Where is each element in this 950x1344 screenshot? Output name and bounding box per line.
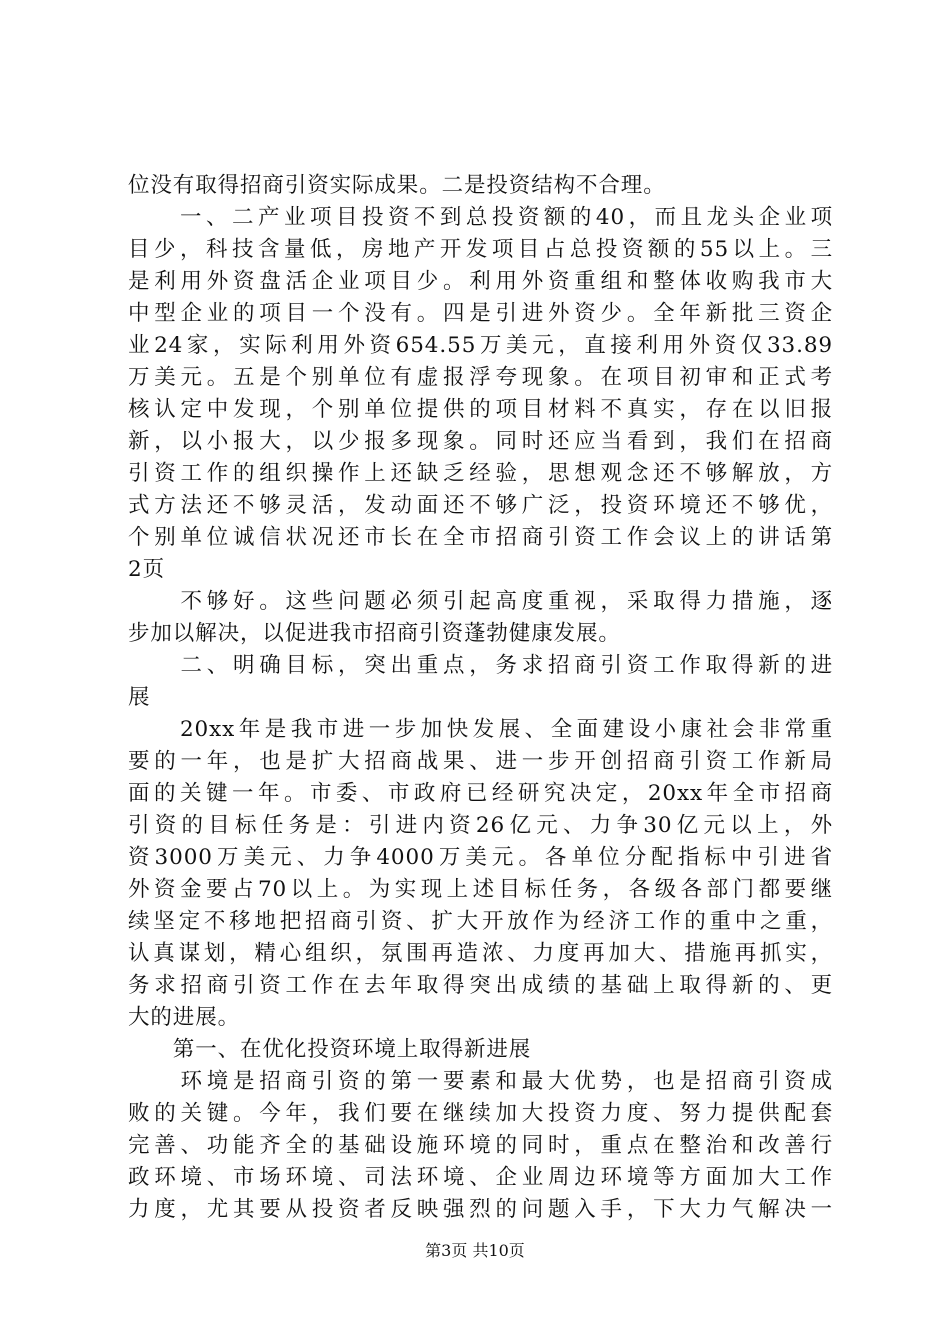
text-line: 败的关键。今年，我们要在继续加大投资力度、努力提供配套 xyxy=(128,1101,833,1126)
text-line: 2页 xyxy=(128,557,165,582)
body-text xyxy=(128,170,833,1226)
text-line: 不够好。这些问题必须引起高度重视，采取得力措施，逐 xyxy=(128,589,833,614)
text-line: 引资工作的组织操作上还缺乏经验，思想观念还不够解放，方 xyxy=(128,461,833,486)
page-footer: 第3页 共10页 xyxy=(425,1241,525,1260)
text-line: 目少，科技含量低，房地产开发项目占总投资额的55以上。三 xyxy=(128,237,833,262)
text-line: 外资金要占70以上。为实现上述目标任务，各级各部门都要继 xyxy=(128,877,833,902)
text-line: 面的关键一年。市委、市政府已经研究决定，20xx年全市招商 xyxy=(128,781,833,806)
text-line: 20xx年是我市进一步加快发展、全面建设小康社会非常重 xyxy=(128,717,833,742)
text-line: 式方法还不够灵活，发动面还不够广泛，投资环境还不够优， xyxy=(128,493,833,518)
text-line: 大的进展。 xyxy=(128,1005,241,1030)
text-line: 要的一年，也是扩大招商战果、进一步开创招商引资工作新局 xyxy=(128,749,833,774)
text-line: 务求招商引资工作在去年取得突出成绩的基础上取得新的、更 xyxy=(128,973,833,998)
text-line: 个别单位诚信状况还市长在全市招商引资工作会议上的讲话第 xyxy=(128,525,833,550)
text-line: 步加以解决，以促进我市招商引资蓬勃健康发展。 xyxy=(128,621,621,646)
text-line: 认真谋划，精心组织，氛围再造浓、力度再加大、措施再抓实， xyxy=(128,941,833,966)
text-line: 力度，尤其要从投资者反映强烈的问题入手，下大力气解决一 xyxy=(128,1197,833,1222)
text-line: 核认定中发现，个别单位提供的项目材料不真实，存在以旧报 xyxy=(128,397,833,422)
text-line: 环境是招商引资的第一要素和最大优势，也是招商引资成 xyxy=(128,1069,833,1094)
text-line: 中型企业的项目一个没有。四是引进外资少。全年新批三资企 xyxy=(128,301,833,326)
text-line: 续坚定不移地把招商引资、扩大开放作为经济工作的重中之重， xyxy=(128,909,833,934)
text-line: 第一、在优化投资环境上取得新进展 xyxy=(128,1037,532,1062)
text-line: 政环境、市场环境、司法环境、企业周边环境等方面加大工作 xyxy=(128,1165,833,1190)
text-line: 位没有取得招商引资实际成果。二是投资结构不合理。 xyxy=(128,173,666,198)
text-line: 业24家，实际利用外资654.55万美元，直接利用外资仅33.89 xyxy=(128,333,833,358)
text-line: 新，以小报大，以少报多现象。同时还应当看到，我们在招商 xyxy=(128,429,833,454)
text-line: 资3000万美元、力争4000万美元。各单位分配指标中引进省 xyxy=(128,845,833,870)
text-line: 是利用外资盘活企业项目少。利用外资重组和整体收购我市大 xyxy=(128,269,833,294)
text-line: 二、明确目标，突出重点，务求招商引资工作取得新的进 xyxy=(128,653,833,678)
text-line: 一、二产业项目投资不到总投资额的40，而且龙头企业项 xyxy=(128,205,833,230)
text-line: 展 xyxy=(128,685,151,710)
text-line: 完善、功能齐全的基础设施环境的同时，重点在整治和改善行 xyxy=(128,1133,833,1158)
text-line: 引资的目标任务是：引进内资26亿元、力争30亿元以上，外 xyxy=(128,813,833,838)
text-line: 万美元。五是个别单位有虚报浮夸现象。在项目初审和正式考 xyxy=(128,365,833,390)
